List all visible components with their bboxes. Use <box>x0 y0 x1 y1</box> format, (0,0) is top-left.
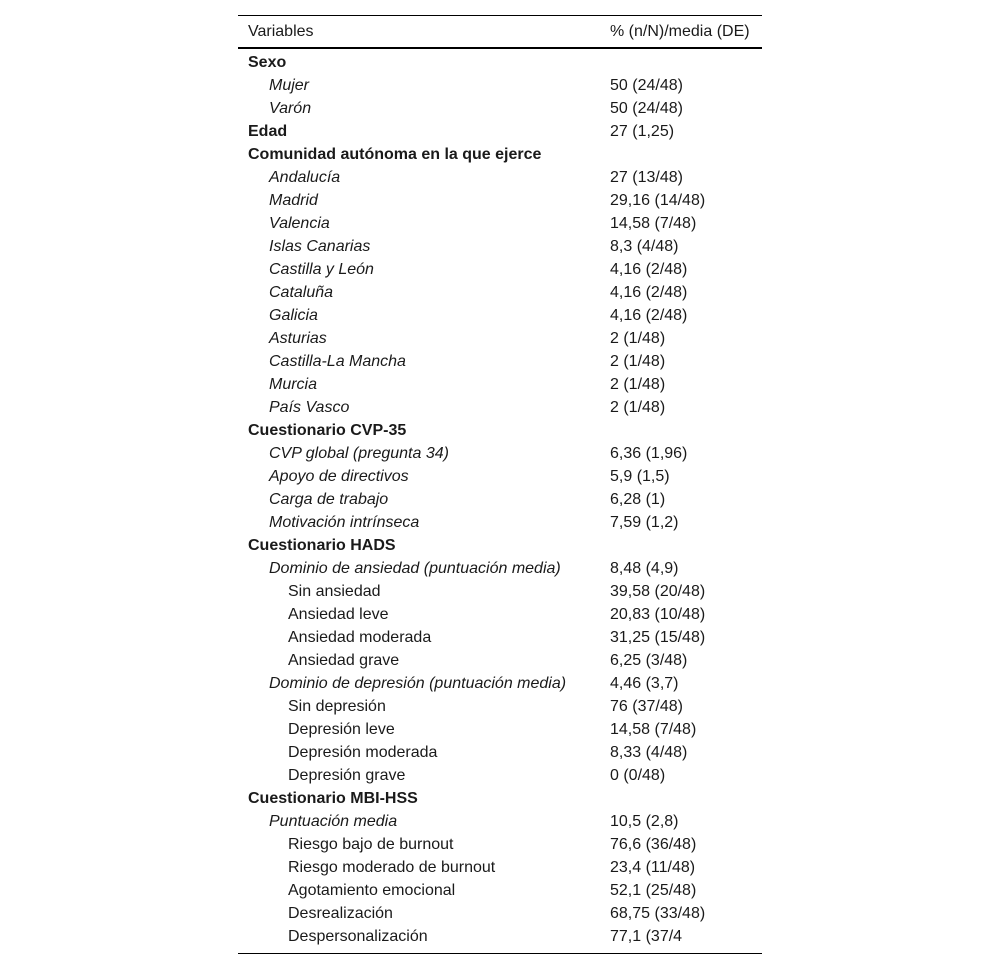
row-label: Sin depresión <box>288 698 386 715</box>
row-label: Galicia <box>269 307 318 324</box>
table-row <box>238 764 762 787</box>
row-label: Mujer <box>269 77 310 94</box>
row-label: Andalucía <box>269 169 341 186</box>
table-row <box>238 488 762 511</box>
row-label: Madrid <box>269 192 318 209</box>
row-value: 10,5 (2,8) <box>610 813 679 830</box>
data-table-container <box>238 15 762 954</box>
row-label: Desrealización <box>288 905 393 922</box>
row-value: 29,16 (14/48) <box>610 192 706 209</box>
row-label: Motivación intrínseca <box>269 514 420 531</box>
table-row <box>238 879 762 902</box>
row-value: 2 (1/48) <box>610 376 666 393</box>
row-label: Dominio de depresión (puntuación media) <box>269 675 567 692</box>
row-label: Sin ansiedad <box>288 583 381 600</box>
row-label: Depresión grave <box>288 767 406 784</box>
row-label: Ansiedad moderada <box>288 629 432 646</box>
row-value: 2 (1/48) <box>610 330 666 347</box>
table-row <box>238 695 762 718</box>
table-bottom-rule <box>238 953 762 954</box>
table-row <box>238 902 762 925</box>
table-row <box>238 166 762 189</box>
row-label: Depresión leve <box>288 721 395 738</box>
table-row <box>238 304 762 327</box>
row-value: 8,48 (4,9) <box>610 560 679 577</box>
row-label: Valencia <box>269 215 330 232</box>
table-row <box>238 649 762 672</box>
table-row <box>238 741 762 764</box>
variables-table <box>238 15 762 948</box>
table-row <box>238 465 762 488</box>
row-label: Ansiedad grave <box>288 652 400 669</box>
table-row <box>238 396 762 419</box>
row-value: 14,58 (7/48) <box>610 215 697 232</box>
table-row <box>238 189 762 212</box>
table-body <box>238 48 762 948</box>
table-row <box>238 235 762 258</box>
row-value: 50 (24/48) <box>610 100 683 117</box>
table-section-row <box>238 787 762 810</box>
row-label: Murcia <box>269 376 318 393</box>
table-section-row <box>238 534 762 557</box>
row-value: 8,3 (4/48) <box>610 238 679 255</box>
row-value: 14,58 (7/48) <box>610 721 697 738</box>
table-row <box>238 672 762 695</box>
table-section-row <box>238 143 762 166</box>
row-value <box>600 787 762 810</box>
row-value: 76 (37/48) <box>610 698 683 715</box>
row-value: 2 (1/48) <box>610 353 666 370</box>
table-row <box>238 373 762 396</box>
row-value: 31,25 (15/48) <box>610 629 706 646</box>
row-value: 27 (13/48) <box>610 169 683 186</box>
row-value: 50 (24/48) <box>610 77 683 94</box>
table-row <box>238 833 762 856</box>
table-row <box>238 350 762 373</box>
row-label: Despersonalización <box>288 928 428 945</box>
row-label: Riesgo bajo de burnout <box>288 836 454 853</box>
table-row <box>238 557 762 580</box>
row-label: País Vasco <box>269 399 350 416</box>
table-row <box>238 74 762 97</box>
row-label: CVP global (pregunta 34) <box>269 445 449 462</box>
row-value: 4,46 (3,7) <box>610 675 679 692</box>
table-row <box>238 327 762 350</box>
row-value <box>600 419 762 442</box>
row-value: 2 (1/48) <box>610 399 666 416</box>
header-values: % (n/N)/media (DE) <box>610 22 750 40</box>
row-value: 23,4 (11/48) <box>610 859 696 876</box>
row-value: 8,33 (4/48) <box>610 744 688 761</box>
table-row <box>238 258 762 281</box>
table-row <box>238 718 762 741</box>
row-label: Agotamiento emocional <box>288 882 456 899</box>
table-row <box>238 511 762 534</box>
table-row <box>238 925 762 948</box>
table-section-row <box>238 48 762 74</box>
row-label: Cuestionario CVP-35 <box>248 422 407 439</box>
row-label: Riesgo moderado de burnout <box>288 859 496 876</box>
row-label: Cataluña <box>269 284 334 301</box>
row-value: 68,75 (33/48) <box>610 905 706 922</box>
row-value: 6,28 (1) <box>610 491 666 508</box>
row-value: 39,58 (20/48) <box>610 583 706 600</box>
row-value: 5,9 (1,5) <box>610 468 670 485</box>
row-value: 0 (0/48) <box>610 767 666 784</box>
table-row <box>238 856 762 879</box>
row-label: Castilla-La Mancha <box>269 353 406 370</box>
row-label: Cuestionario HADS <box>248 537 396 554</box>
row-value <box>600 48 762 74</box>
table-row <box>238 97 762 120</box>
row-value: 4,16 (2/48) <box>610 261 688 278</box>
row-value: 52,1 (25/48) <box>610 882 697 899</box>
row-value: 20,83 (10/48) <box>610 606 706 623</box>
row-value: 4,16 (2/48) <box>610 307 688 324</box>
row-label: Dominio de ansiedad (puntuación media) <box>269 560 561 577</box>
row-label: Cuestionario MBI-HSS <box>248 790 418 807</box>
table-section-row <box>238 419 762 442</box>
row-label: Ansiedad leve <box>288 606 389 623</box>
table-row <box>238 603 762 626</box>
row-value: 4,16 (2/48) <box>610 284 688 301</box>
row-value: 6,25 (3/48) <box>610 652 688 669</box>
row-label: Depresión moderada <box>288 744 438 761</box>
row-label: Carga de trabajo <box>269 491 389 508</box>
table-row <box>238 442 762 465</box>
row-label: Comunidad autónoma en la que ejerce <box>248 146 542 163</box>
row-value: 77,1 (37/4 <box>610 928 683 945</box>
row-value: 27 (1,25) <box>610 123 675 140</box>
table-row <box>238 281 762 304</box>
table-row <box>238 212 762 235</box>
row-value <box>600 143 762 166</box>
row-value: 76,6 (36/48) <box>610 836 697 853</box>
row-label: Apoyo de directivos <box>269 468 409 485</box>
row-value <box>600 534 762 557</box>
table-row <box>238 580 762 603</box>
row-label: Sexo <box>248 54 287 71</box>
header-variables: Variables <box>248 22 314 40</box>
row-label: Puntuación media <box>269 813 398 830</box>
row-label: Edad <box>248 123 288 140</box>
table-header-row <box>238 16 762 49</box>
row-label: Varón <box>269 100 312 117</box>
row-label: Asturias <box>269 330 327 347</box>
table-row <box>238 810 762 833</box>
row-value: 6,36 (1,96) <box>610 445 688 462</box>
table-section-row <box>238 120 762 143</box>
row-label: Castilla y León <box>269 261 374 278</box>
row-label: Islas Canarias <box>269 238 371 255</box>
table-row <box>238 626 762 649</box>
row-value: 7,59 (1,2) <box>610 514 679 531</box>
